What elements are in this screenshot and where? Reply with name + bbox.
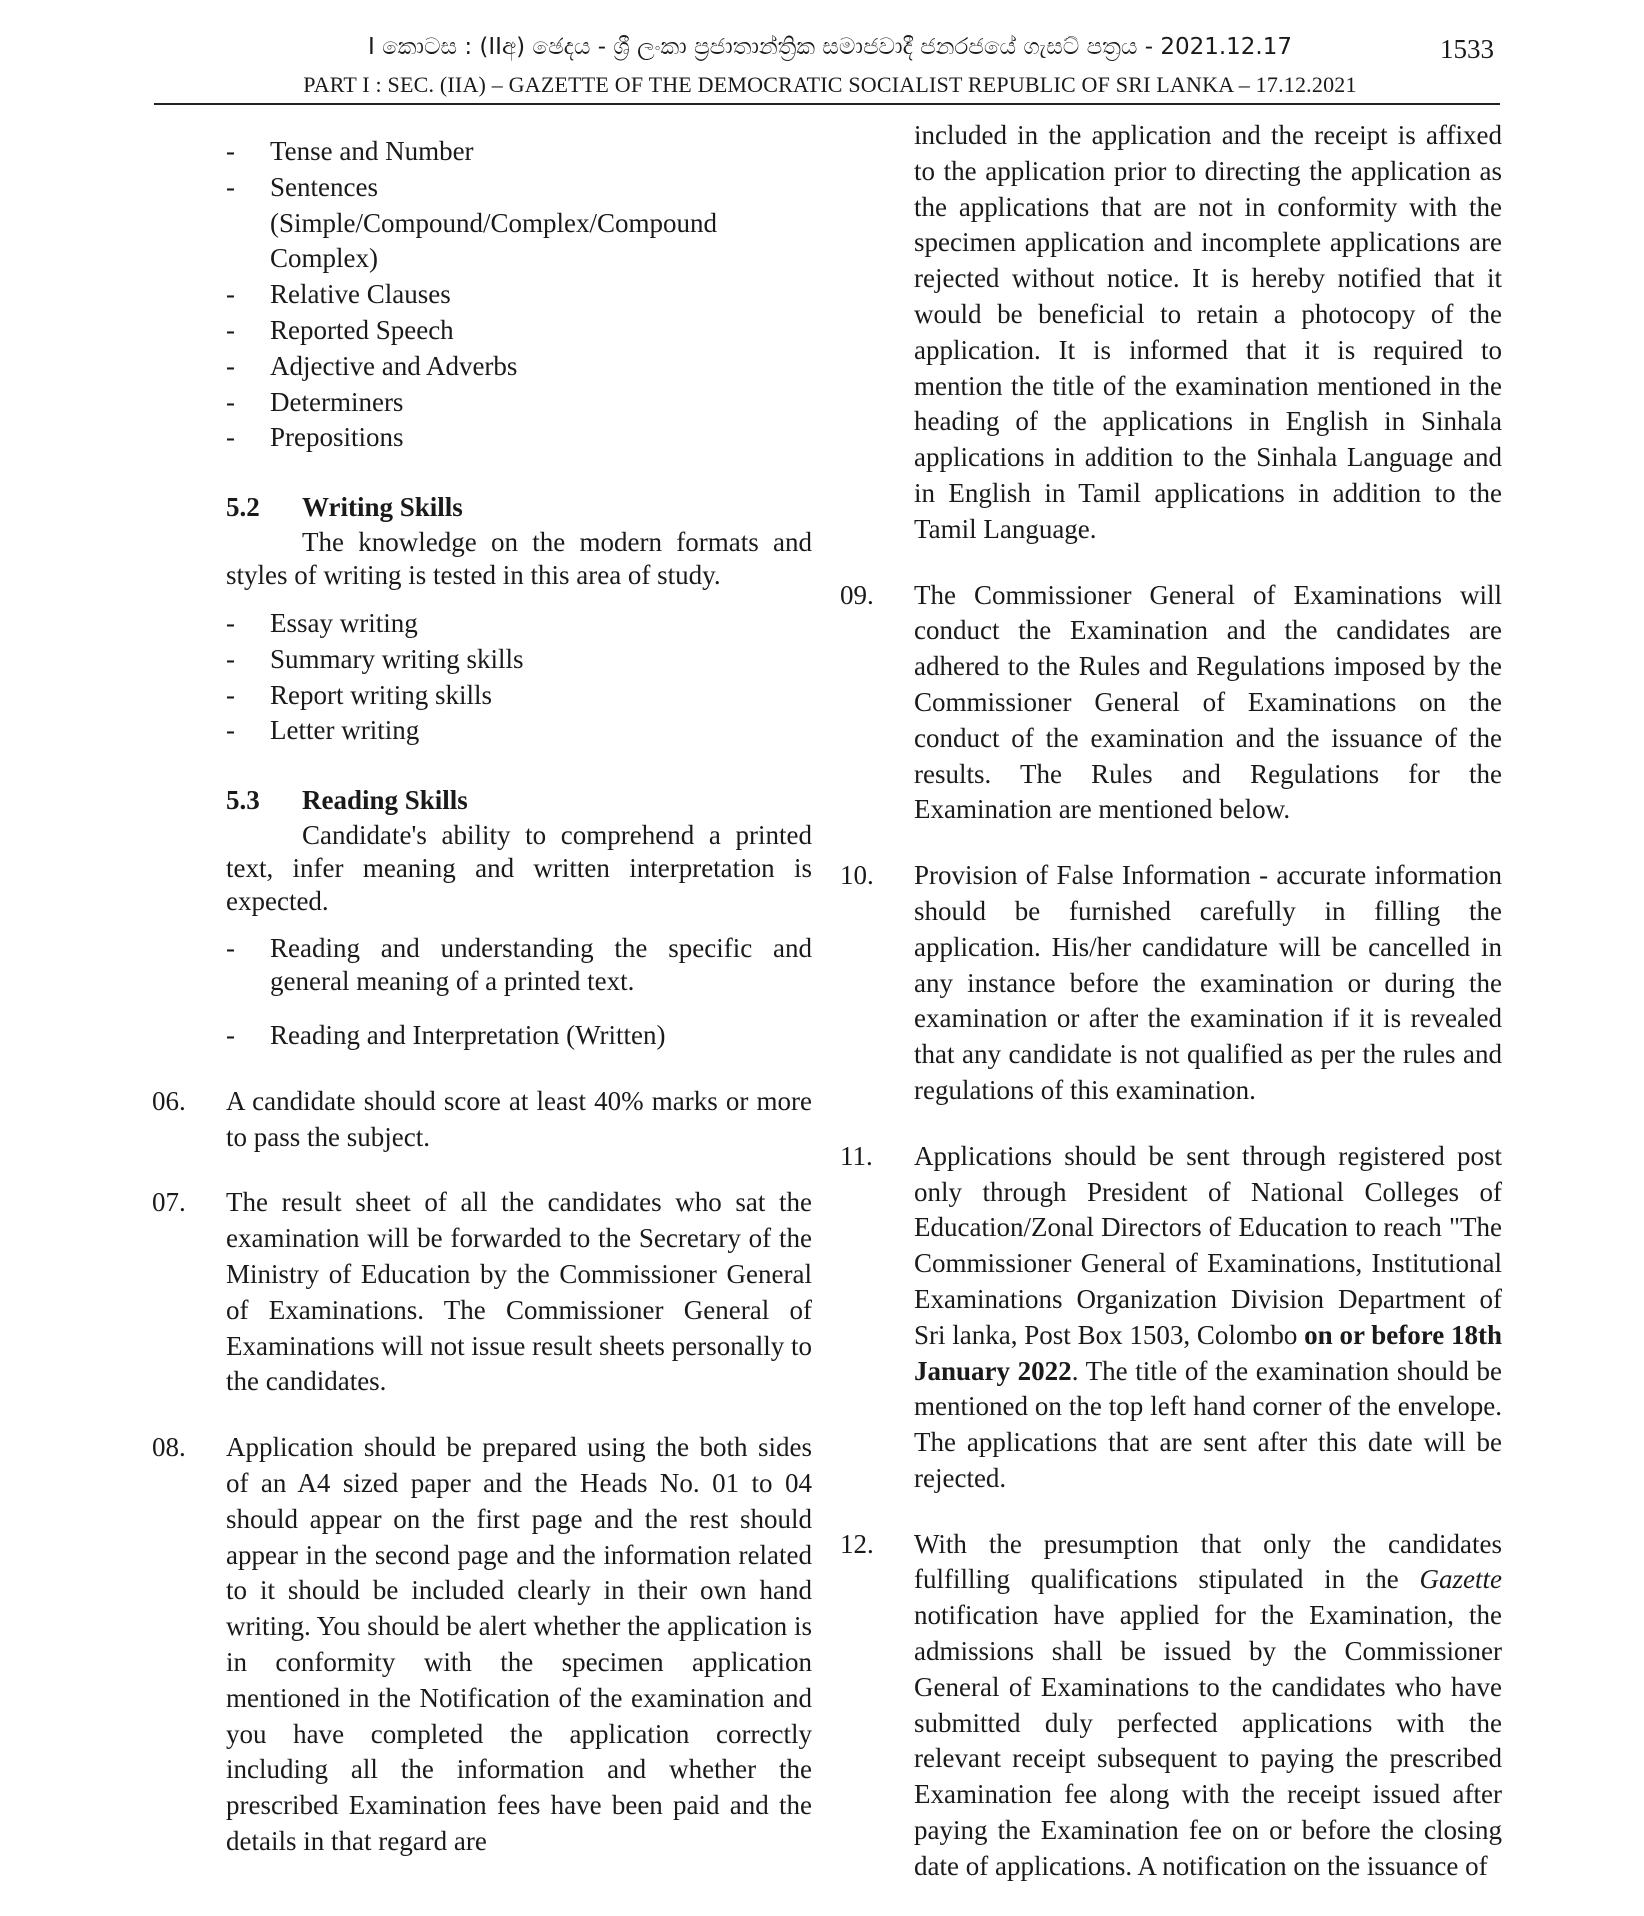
list-item: - Tense and Number [226,136,474,166]
list-item: - Reported Speech [226,314,454,345]
clause-12: 12. With the presumption that only the candidates fulfilling qualifications stipulated in the Gazette notification have applied for the Examination, the admissions shall be issued by the Commissioner General of Examinations to the candidates who have submitted duly perfected applications with the relevant receipt subsequent to paying the prescribed Examination fee along with the receipt issued after paying the Examination fee on or before the closing date of applications. A notification on the issuance of [840,1528,1502,1881]
section-heading-writing-skills: 5.2 Writing Skills [226,492,463,523]
deadline-text: on or before 18th January 2022 [914,1319,1502,1386]
list-item: - Reading and Interpretation (Written) [226,1019,666,1050]
clause-06: 06. A candidate should score at least 40% marks or more to pass the subject. [152,1085,812,1152]
clause-11: 11. Applications should be sent through registered post only through President of National Colleges of Education/Zonal Directors of Education to reach "The Commissioner General of Examinations, Institutional Examinations Organization Division Department of Sri lanka, Post Box 1503, Colombo on or before 18th January 2022. The title of the examination should be mentioned on the top left hand corner of the envelope. The applications that are sent after this date will be rejected. [840,1140,1502,1493]
header-english-title: PART I : SEC. (IIA) – GAZETTE OF THE DEMOCRATIC SOCIALIST REPUBLIC OF SRI LANKA – 17.12.2021 [303,72,1357,97]
list-item: - Report writing skills [226,679,492,710]
section-heading-reading-skills: 5.3 Reading Skills [226,785,468,816]
right-column [840,118,1502,1885]
section-text: The knowledge on the modern formats and styles of writing is tested in this area of study. [226,526,812,590]
page-header [0,0,1644,110]
list-item: - Sentences (Simple/Compound/Complex/Compound Complex) [226,171,718,274]
list-item: - Essay writing [226,607,418,638]
header-divider [154,103,1500,105]
left-column [152,118,812,1860]
list-item: - Reading and understanding the specific and general meaning of a printed text. [226,932,812,996]
list-item: - Summary writing skills [226,643,524,674]
list-item: - Relative Clauses [226,279,451,310]
section-text: Candidate's ability to comprehend a printed text, infer meaning and written interpretation is expected. [226,819,812,916]
clause-08-continued: included in the application and the receipt is affixed to the application prior to directing the application as the applications that are not in conformity with the specimen application and incomplete applications are rejected without notice. It is hereby notified that it would be beneficial to retain a photocopy of the application. It is informed that it is required to mention the title of the examination mentioned in the heading of the applications in English in Sinhala applications in addition to the Sinhala Language and in English in Tamil applications in addition to the Tamil Language. [914,120,1502,544]
clause-07: 07. The result sheet of all the candidates who sat the examination will be forwarded to the Secretary of the Ministry of Education by the Commissioner General of Examinations. The Commissioner General of Examinations will not issue result sheets personally to the candidates. [152,1187,812,1397]
clause-09: 09. The Commissioner General of Examinations will conduct the Examination and the candidates are adhered to the Rules and Regulations imposed by the Commissioner General of Examinations on the conduct of the examination and the issuance of the results. The Rules and Regulations for the Examination are mentioned below. [840,579,1502,825]
list-item: - Letter writing [226,715,420,746]
list-item: - Prepositions [226,422,404,453]
clause-10: 10. Provision of False Information - accurate information should be furnished carefully in filling the application. His/her candidature will be cancelled in any instance before the examination or during the examination or after the examination if it is revealed that any candidate is not qualified as per the rules and regulations of this examination. [840,860,1502,1105]
list-item: - Determiners [226,386,404,417]
page-number: 1533 [1440,34,1494,64]
list-item: - Adjective and Adverbs [226,350,518,381]
clause-08: 08. Application should be prepared using the both sides of an A4 sized paper and the Heads No. 01 to 04 should appear on the first page and the rest should appear in the second page and the information related to it should be included clearly in their own hand writing. You should be alert whether the application is in conformity with the specimen application mentioned in the Notification of the examination and you have completed the application correctly including all the information and whether the prescribed Examination fees have been paid and the details in that regard are [152,1432,812,1856]
header-sinhala-title: I කොටස : (IIඅ) ඡෙදය - ශ්‍රී ලංකා ප්‍රජාතාන්ත්‍රික සමාජවාදී ජනරජයේ ගැසට් පත්‍රය - 2021.12.17 [367,34,1293,60]
